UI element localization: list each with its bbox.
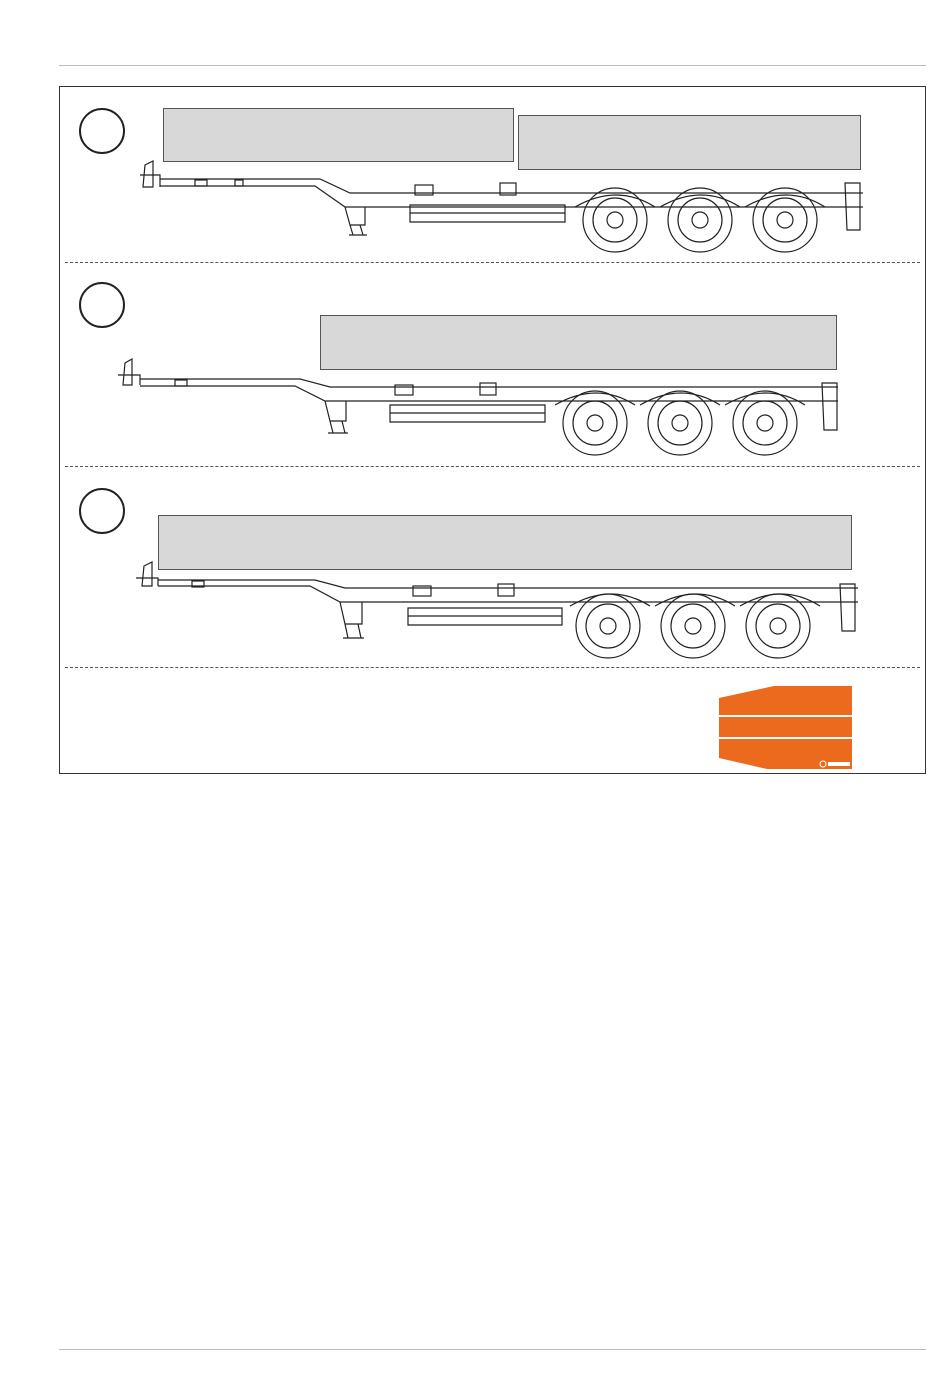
header-rule: [59, 65, 926, 66]
krone-logo-icon: [719, 686, 852, 769]
config-1-container-a: [163, 108, 514, 162]
section-divider-2: [65, 466, 920, 467]
config-2-marker: [79, 282, 125, 328]
config-1-marker: [79, 108, 125, 154]
section-divider-3: [65, 667, 920, 668]
trailer-drawing-2: [110, 355, 840, 455]
section-divider-1: [65, 262, 920, 263]
trailer-drawing-3: [130, 558, 860, 658]
trailer-drawing-1: [135, 155, 865, 255]
footer-rule: [59, 1349, 926, 1350]
config-3-marker: [79, 488, 125, 534]
